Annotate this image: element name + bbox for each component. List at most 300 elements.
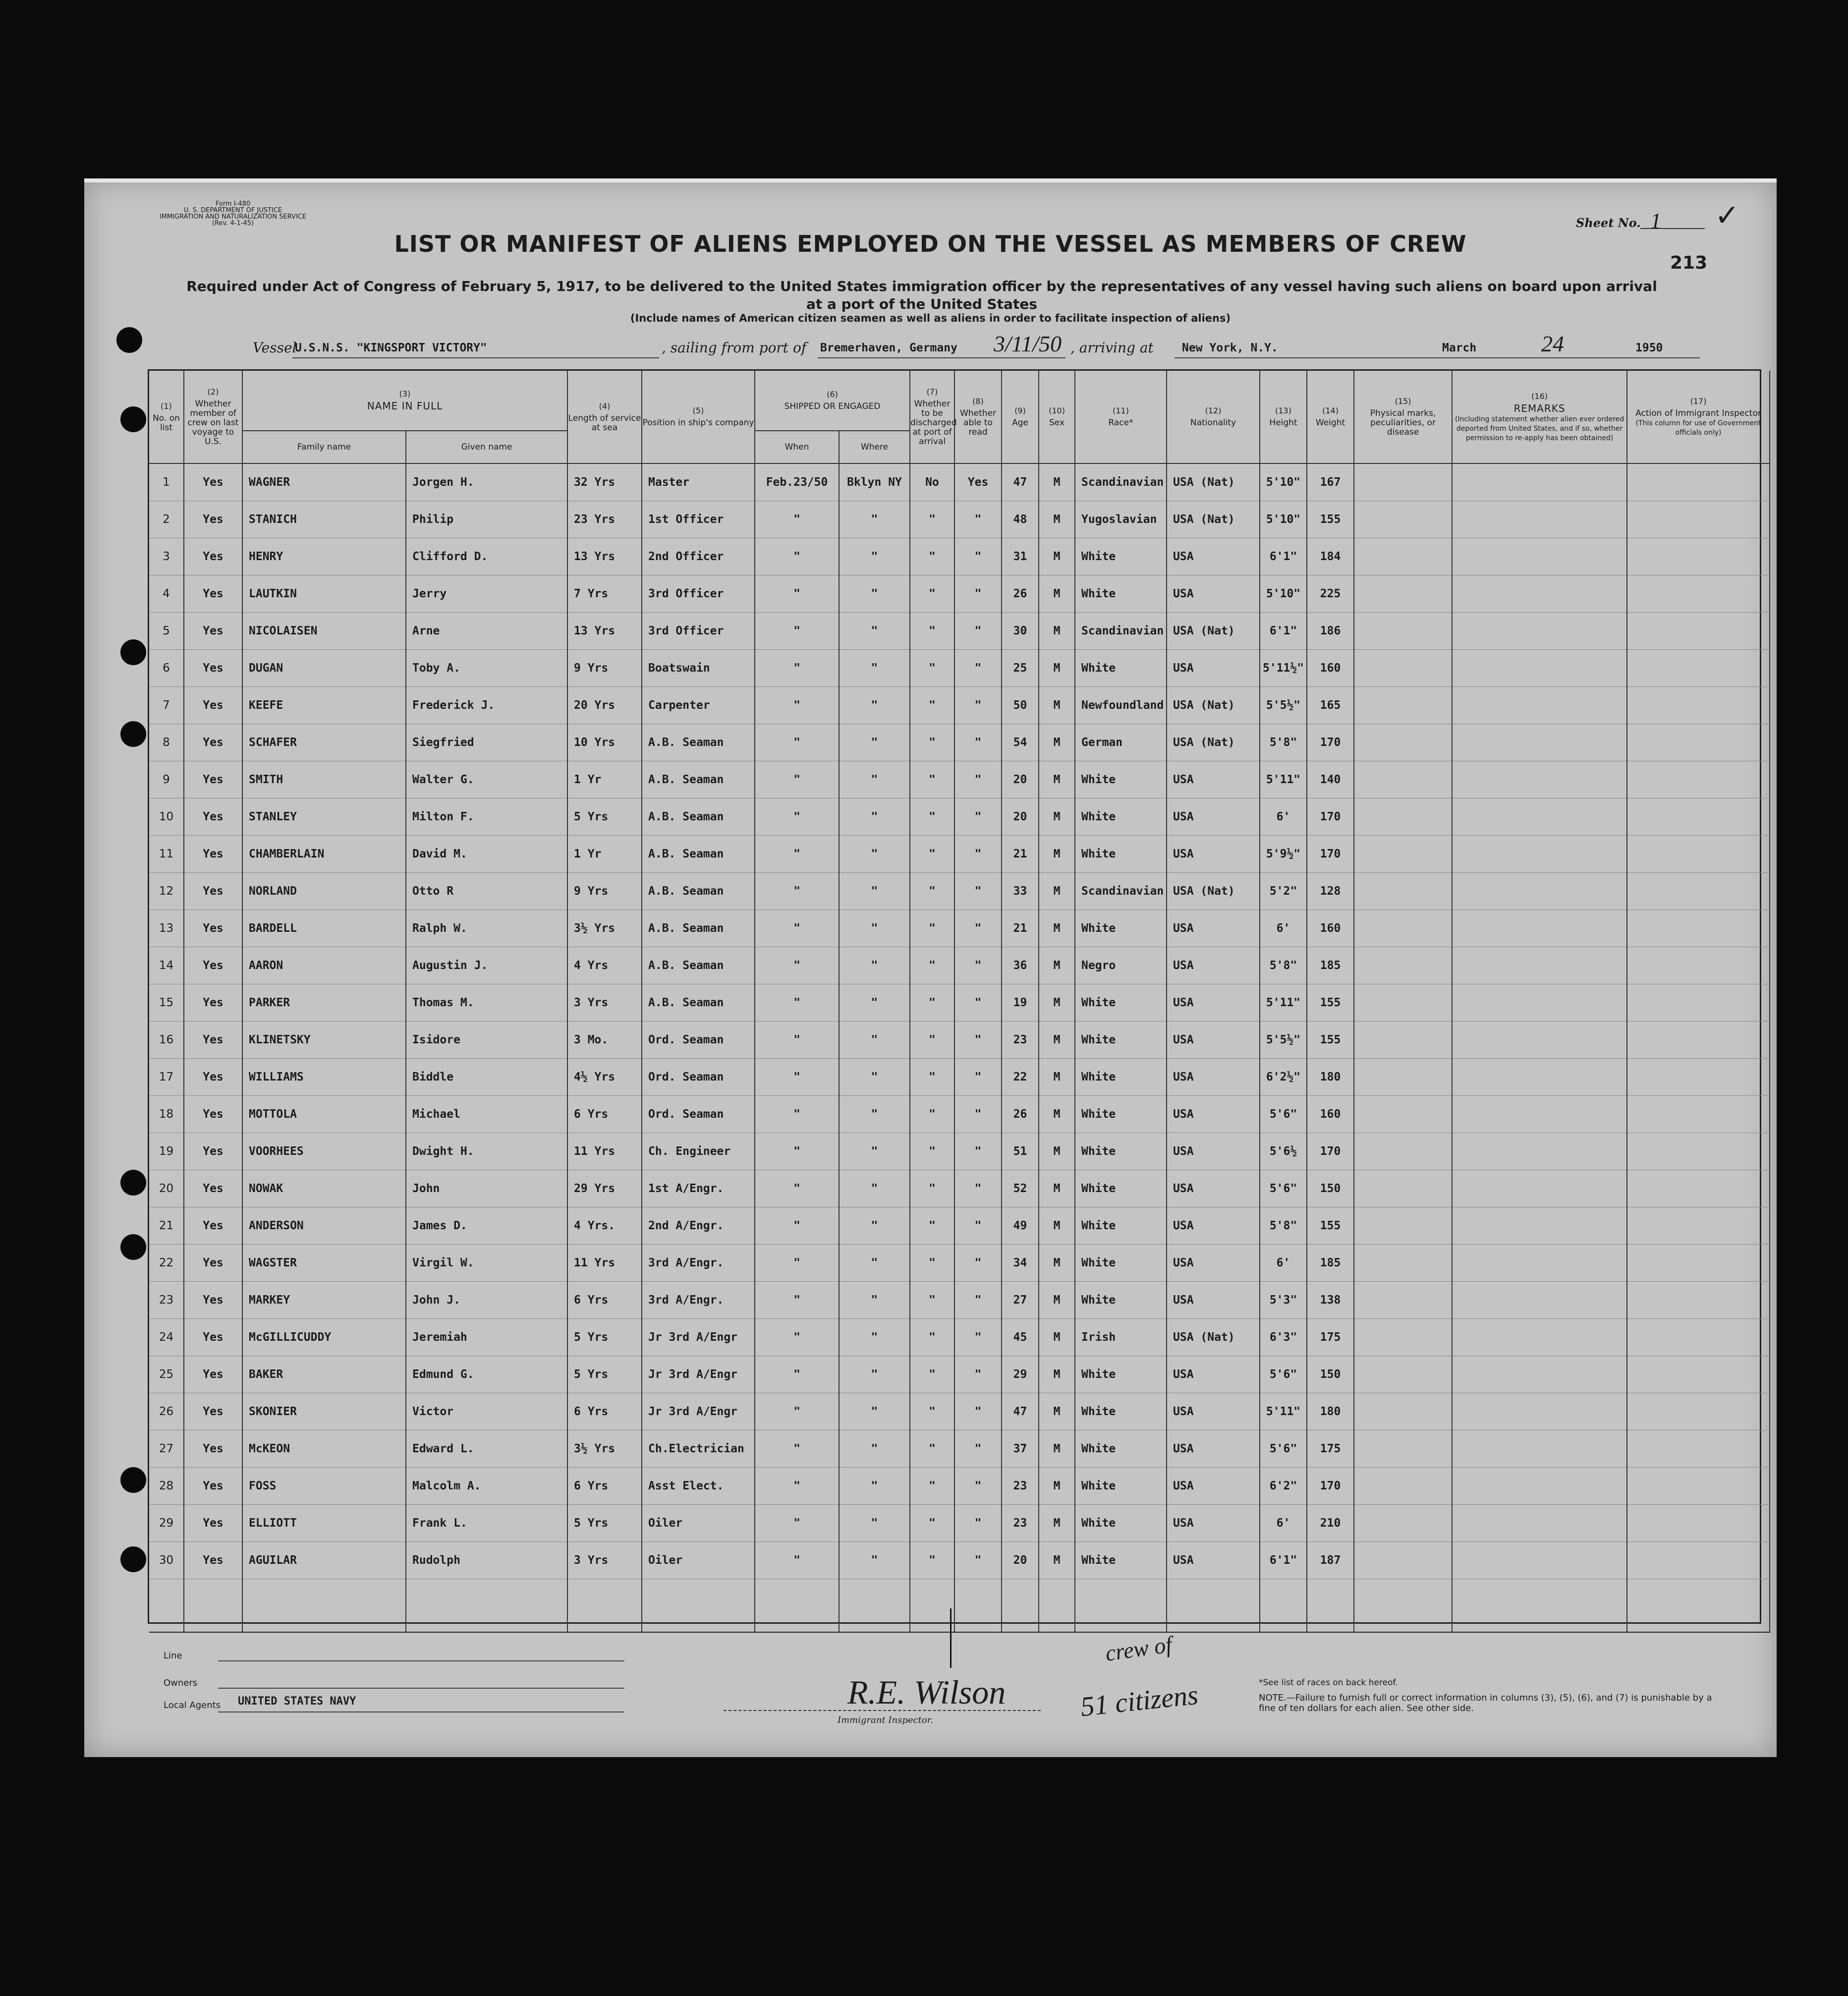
height-cell: 5'11½" [1260,650,1307,687]
table-row [149,463,1770,501]
nationality-cell: USA [1167,1207,1260,1245]
crew-last-voyage-cell: Yes [184,947,242,984]
able-to-read-cell: " [954,1319,1002,1356]
crew-last-voyage-cell: Yes [184,1393,242,1430]
action-cell [1627,463,1770,501]
remarks-cell [1452,724,1627,761]
age-cell: 50 [1002,687,1039,724]
action-cell [1627,1022,1770,1059]
table-row [149,1096,1770,1133]
marks-cell [1354,1096,1452,1133]
row-number-cell: 28 [149,1468,184,1505]
col-header-where: Where [839,431,910,463]
position-cell: Asst Elect. [642,1468,755,1505]
shipped-where-cell: " [839,761,910,798]
sex-cell: M [1039,1542,1075,1579]
action-cell [1627,1319,1770,1356]
family-name-cell: CHAMBERLAIN [242,836,406,873]
race-cell: White [1075,761,1167,798]
height-cell: 5'5½" [1260,687,1307,724]
family-name-cell: NICOLAISEN [242,613,406,650]
nationality-cell: USA [1167,575,1260,613]
discharged-cell: " [910,538,954,575]
family-name-cell: LAUTKIN [242,575,406,613]
nationality-cell: USA [1167,1393,1260,1430]
action-cell [1627,650,1770,687]
discharged-cell: " [910,910,954,947]
nationality-cell: USA [1167,1059,1260,1096]
crew-table-frame [148,369,1761,1624]
height-cell: 5'6" [1260,1430,1307,1468]
shipped-when-cell: " [755,501,839,538]
marks-cell [1354,1468,1452,1505]
marks-cell [1354,1059,1452,1096]
crew-last-voyage-cell: Yes [184,687,242,724]
crew-last-voyage-cell: Yes [184,650,242,687]
sex-cell: M [1039,650,1075,687]
weight-cell: 155 [1307,1207,1354,1245]
table-row [149,650,1770,687]
shipped-when-cell: " [755,613,839,650]
vessel-label: Vessel [253,340,297,356]
race-cell: White [1075,1282,1167,1319]
given-name-cell: John J. [406,1282,567,1319]
service-length-cell: 9 Yrs [567,873,642,910]
position-cell: 3rd Officer [642,613,755,650]
shipped-when-cell: " [755,687,839,724]
arriving-port: New York, N.Y. [1182,342,1278,354]
remarks-cell [1452,1096,1627,1133]
nationality-cell: USA [1167,1096,1260,1133]
remarks-cell [1452,501,1627,538]
form-service: IMMIGRATION AND NATURALIZATION SERVICE [159,213,307,221]
nationality-cell: USA (Nat) [1167,687,1260,724]
agents-value: UNITED STATES NAVY [238,1695,356,1708]
shipped-where-cell: " [839,1542,910,1579]
able-to-read-cell: " [954,1245,1002,1282]
shipped-where-cell: " [839,947,910,984]
able-to-read-cell: " [954,1059,1002,1096]
nationality-cell: USA [1167,1282,1260,1319]
family-name-cell: STANICH [242,501,406,538]
marks-cell [1354,1356,1452,1393]
remarks-cell [1452,1245,1627,1282]
punch-hole [120,1234,146,1260]
remarks-cell [1452,1505,1627,1542]
family-name-cell: FOSS [242,1468,406,1505]
table-row [149,613,1770,650]
action-cell [1627,1282,1770,1319]
service-length-cell: 7 Yrs [567,575,642,613]
able-to-read-cell: " [954,1096,1002,1133]
age-cell: 51 [1002,1133,1039,1170]
shipped-where-cell: " [839,1133,910,1170]
table-row [149,947,1770,984]
nationality-cell: USA [1167,910,1260,947]
sex-cell: M [1039,1207,1075,1245]
crew-last-voyage-cell: Yes [184,1096,242,1133]
service-length-cell: 10 Yrs [567,724,642,761]
remarks-cell [1452,1393,1627,1430]
able-to-read-cell: " [954,538,1002,575]
shipped-when-cell: " [755,1133,839,1170]
action-cell [1627,1542,1770,1579]
col-header-crew: (2) Whether member of crew on last voyage to U.S. [184,371,242,463]
nationality-cell: USA [1167,1133,1260,1170]
family-name-cell: BARDELL [242,910,406,947]
able-to-read-cell: " [954,687,1002,724]
row-number-cell: 13 [149,910,184,947]
nationality-cell: USA (Nat) [1167,463,1260,501]
table-row [149,1170,1770,1207]
table-spacer-row [149,1579,1770,1633]
discharged-cell: " [910,947,954,984]
age-cell: 54 [1002,724,1039,761]
row-number-cell: 9 [149,761,184,798]
discharged-cell: " [910,650,954,687]
given-name-cell: Arne [406,613,567,650]
shipped-when-cell: " [755,1022,839,1059]
shipped-where-cell: " [839,724,910,761]
height-cell: 6' [1260,1505,1307,1542]
crew-last-voyage-cell: Yes [184,1356,242,1393]
sex-cell: M [1039,1170,1075,1207]
discharged-cell: " [910,1245,954,1282]
nationality-cell: USA [1167,650,1260,687]
height-cell: 5'6" [1260,1356,1307,1393]
row-number-cell: 2 [149,501,184,538]
shipped-where-cell: " [839,1282,910,1319]
shipped-when-cell: " [755,910,839,947]
able-to-read-cell: " [954,984,1002,1022]
sex-cell: M [1039,1059,1075,1096]
citizen-count-note: 51 citizens [1079,1679,1200,1723]
shipped-where-cell: " [839,1356,910,1393]
age-cell: 52 [1002,1170,1039,1207]
crew-last-voyage-cell: Yes [184,501,242,538]
nationality-cell: USA (Nat) [1167,873,1260,910]
weight-cell: 184 [1307,538,1354,575]
family-name-cell: SCHAFER [242,724,406,761]
row-number-cell: 4 [149,575,184,613]
height-cell: 6'1" [1260,613,1307,650]
row-number-cell: 19 [149,1133,184,1170]
marks-cell [1354,1245,1452,1282]
marks-cell [1354,761,1452,798]
shipped-where-cell: " [839,1319,910,1356]
action-cell [1627,873,1770,910]
table-row [149,910,1770,947]
row-number-cell: 15 [149,984,184,1022]
position-cell: 3rd Officer [642,575,755,613]
discharged-cell: " [910,761,954,798]
shipped-when-cell: " [755,836,839,873]
able-to-read-cell: " [954,798,1002,836]
service-length-cell: 20 Yrs [567,687,642,724]
age-cell: 33 [1002,873,1039,910]
sailing-label: , sailing from port of [662,340,807,356]
row-number-cell: 14 [149,947,184,984]
shipped-when-cell: " [755,575,839,613]
col-header-position: (5) Position in ship's company [642,371,755,463]
shipped-when-cell: " [755,1207,839,1245]
race-cell: White [1075,1133,1167,1170]
sailing-date: 3/11/50 [994,331,1062,356]
arrival-month: March [1442,342,1477,354]
action-cell [1627,1468,1770,1505]
sex-cell: M [1039,1133,1075,1170]
row-number-cell: 18 [149,1096,184,1133]
table-row [149,836,1770,873]
table-row [149,1356,1770,1393]
age-cell: 21 [1002,836,1039,873]
col-header-marks: (15) Physical marks, peculiarities, or disease [1354,371,1452,463]
race-cell: White [1075,1430,1167,1468]
action-cell [1627,798,1770,836]
crew-table [149,371,1770,1633]
row-number-cell: 30 [149,1542,184,1579]
shipped-where-cell: " [839,687,910,724]
nationality-cell: USA [1167,538,1260,575]
service-length-cell: 6 Yrs [567,1096,642,1133]
include-note: (Include names of American citizen seamen as well as aliens in order to facilitate inspection of aliens) [630,312,1231,324]
race-cell: White [1075,538,1167,575]
service-length-cell: 5 Yrs [567,798,642,836]
row-number-cell: 22 [149,1245,184,1282]
discharged-cell: No [910,463,954,501]
col-header-race: (11) Race* [1075,371,1167,463]
nationality-cell: USA [1167,798,1260,836]
shipped-where-cell: " [839,538,910,575]
remarks-cell [1452,798,1627,836]
given-name-cell: Victor [406,1393,567,1430]
able-to-read-cell: " [954,1430,1002,1468]
family-name-cell: McKEON [242,1430,406,1468]
shipped-when-cell: " [755,1505,839,1542]
position-cell: Jr 3rd A/Engr [642,1319,755,1356]
family-name-cell: WILLIAMS [242,1059,406,1096]
family-name-cell: ELLIOTT [242,1505,406,1542]
owners-field [218,1688,624,1689]
shipped-where-cell: " [839,1096,910,1133]
weight-cell: 170 [1307,1468,1354,1505]
discharged-cell: " [910,1282,954,1319]
discharged-cell: " [910,1022,954,1059]
service-length-cell: 6 Yrs [567,1393,642,1430]
weight-cell: 185 [1307,1245,1354,1282]
race-cell: White [1075,1096,1167,1133]
shipped-when-cell: " [755,947,839,984]
stamp-number: 213 [1670,253,1708,273]
family-name-cell: AGUILAR [242,1542,406,1579]
sex-cell: M [1039,613,1075,650]
family-name-cell: AARON [242,947,406,984]
nationality-cell: USA [1167,761,1260,798]
crew-last-voyage-cell: Yes [184,761,242,798]
marks-cell [1354,1505,1452,1542]
table-row [149,575,1770,613]
weight-cell: 180 [1307,1393,1354,1430]
height-cell: 5'5½" [1260,1022,1307,1059]
given-name-cell: Philip [406,501,567,538]
shipped-when-cell: " [755,724,839,761]
table-row [149,1133,1770,1170]
discharged-cell: " [910,836,954,873]
discharged-cell: " [910,613,954,650]
remarks-cell [1452,463,1627,501]
shipped-where-cell: " [839,1468,910,1505]
marks-cell [1354,984,1452,1022]
shipped-when-cell: " [755,1282,839,1319]
table-row [149,1282,1770,1319]
height-cell: 5'3" [1260,1282,1307,1319]
row-number-cell: 25 [149,1356,184,1393]
sheet-label: Sheet No. [1576,216,1641,230]
shipped-where-cell: " [839,575,910,613]
sailing-port: Bremerhaven, Germany [820,342,957,354]
shipped-where-cell: " [839,613,910,650]
height-cell: 5'2" [1260,873,1307,910]
race-cell: White [1075,650,1167,687]
height-cell: 6'2½" [1260,1059,1307,1096]
nationality-cell: USA (Nat) [1167,724,1260,761]
sex-cell: M [1039,1319,1075,1356]
race-cell: Scandinavian [1075,873,1167,910]
given-name-cell: Clifford D. [406,538,567,575]
position-cell: Ch. Engineer [642,1133,755,1170]
remarks-cell [1452,1059,1627,1096]
family-name-cell: DUGAN [242,650,406,687]
weight-cell: 170 [1307,798,1354,836]
discharged-cell: " [910,724,954,761]
row-number-cell: 27 [149,1430,184,1468]
position-cell: A.B. Seaman [642,798,755,836]
action-cell [1627,724,1770,761]
position-cell: A.B. Seaman [642,836,755,873]
crew-last-voyage-cell: Yes [184,910,242,947]
given-name-cell: Michael [406,1096,567,1133]
given-name-cell: Milton F. [406,798,567,836]
nationality-cell: USA [1167,1245,1260,1282]
family-name-cell: MOTTOLA [242,1096,406,1133]
age-cell: 26 [1002,575,1039,613]
race-cell: Negro [1075,947,1167,984]
remarks-cell [1452,575,1627,613]
able-to-read-cell: " [954,1170,1002,1207]
shipped-when-cell: " [755,761,839,798]
position-cell: A.B. Seaman [642,724,755,761]
race-cell: Scandinavian [1075,613,1167,650]
discharged-cell: " [910,687,954,724]
position-cell: Ord. Seaman [642,1022,755,1059]
remarks-cell [1452,947,1627,984]
crew-last-voyage-cell: Yes [184,1282,242,1319]
row-number-cell: 12 [149,873,184,910]
race-cell: White [1075,836,1167,873]
service-length-cell: 13 Yrs [567,613,642,650]
marks-cell [1354,687,1452,724]
position-cell: Boatswain [642,650,755,687]
position-cell: A.B. Seaman [642,947,755,984]
row-number-cell: 21 [149,1207,184,1245]
service-length-cell: 9 Yrs [567,650,642,687]
height-cell: 5'11" [1260,761,1307,798]
nationality-cell: USA (Nat) [1167,613,1260,650]
inspector-signature-line [724,1710,1041,1711]
height-cell: 5'10" [1260,501,1307,538]
crew-last-voyage-cell: Yes [184,575,242,613]
weight-cell: 170 [1307,836,1354,873]
sex-cell: M [1039,687,1075,724]
discharged-cell: " [910,575,954,613]
service-length-cell: 3 Yrs [567,984,642,1022]
nationality-cell: USA [1167,1022,1260,1059]
age-cell: 49 [1002,1207,1039,1245]
table-row [149,1505,1770,1542]
discharged-cell: " [910,1207,954,1245]
service-length-cell: 3½ Yrs [567,910,642,947]
family-name-cell: KLINETSKY [242,1022,406,1059]
height-cell: 5'8" [1260,724,1307,761]
remarks-cell [1452,1207,1627,1245]
action-cell [1627,1356,1770,1393]
remarks-cell [1452,650,1627,687]
remarks-cell [1452,1542,1627,1579]
age-cell: 21 [1002,910,1039,947]
race-cell: White [1075,1356,1167,1393]
row-number-cell: 17 [149,1059,184,1096]
arrival-year: 1950 [1635,342,1663,354]
service-length-cell: 11 Yrs [567,1245,642,1282]
given-name-cell: Rudolph [406,1542,567,1579]
able-to-read-cell: " [954,650,1002,687]
discharged-cell: " [910,984,954,1022]
row-number-cell: 7 [149,687,184,724]
given-name-cell: Frederick J. [406,687,567,724]
nationality-cell: USA [1167,836,1260,873]
marks-cell [1354,1170,1452,1207]
row-number-cell: 6 [149,650,184,687]
remarks-cell [1452,687,1627,724]
row-number-cell: 23 [149,1282,184,1319]
race-cell: White [1075,910,1167,947]
table-row [149,798,1770,836]
discharged-cell: " [910,1096,954,1133]
shipped-when-cell: " [755,798,839,836]
given-name-cell: Biddle [406,1059,567,1096]
family-name-cell: HENRY [242,538,406,575]
sex-cell: M [1039,1505,1075,1542]
table-row [149,1393,1770,1430]
action-cell [1627,1245,1770,1282]
age-cell: 47 [1002,1393,1039,1430]
race-cell: Newfoundland [1075,687,1167,724]
able-to-read-cell: " [954,910,1002,947]
remarks-cell [1452,1430,1627,1468]
family-name-cell: VOORHEES [242,1133,406,1170]
position-cell: 1st Officer [642,501,755,538]
discharged-cell: " [910,1393,954,1430]
weight-cell: 138 [1307,1282,1354,1319]
punch-hole [120,639,146,665]
shipped-where-cell: " [839,650,910,687]
given-name-cell: Thomas M. [406,984,567,1022]
marks-cell [1354,538,1452,575]
remarks-cell [1452,613,1627,650]
requirement-statement: Required under Act of Congress of February 5, 1917, to be delivered to the United States immigration officer by the representatives of any vessel having such aliens on board upon arrival at a port of the United States [186,278,1657,312]
service-length-cell: 13 Yrs [567,538,642,575]
crew-last-voyage-cell: Yes [184,1505,242,1542]
